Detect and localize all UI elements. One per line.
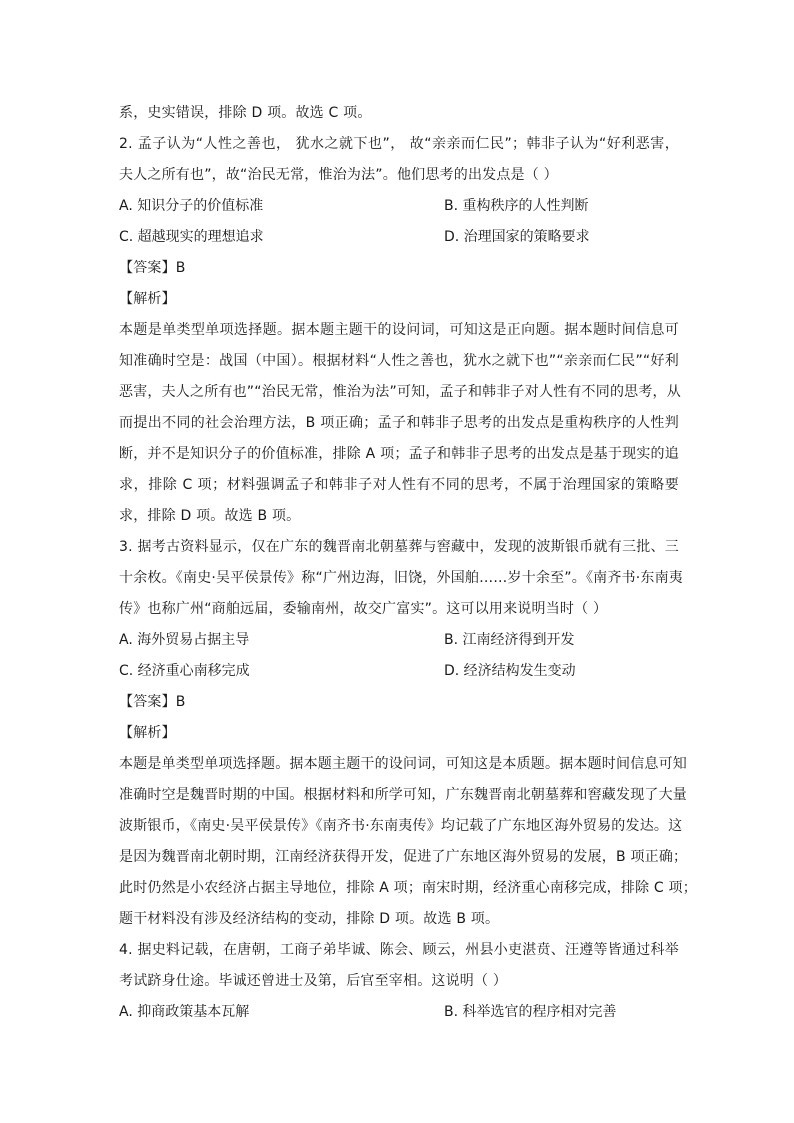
analysis-line: 而提出不同的社会治理方法，B 项正确；孟子和韩非子思考的出发点是重构秩序的人性判 [119, 415, 679, 431]
document-page [119, 98, 697, 1028]
stem-line: 2. 孟子认为“人性之善也， 犹水之就下也”， 故“亲亲而仁民”；韩非子认为“好利恶害， [119, 136, 679, 152]
stem-line: 夫人之所有也”，故“治民无常，惟治为法”。他们思考的出发点是（ ） [119, 167, 558, 183]
question-3-options-row-2 [119, 656, 679, 687]
question-4-stem [119, 935, 679, 997]
carryover-line: 系，史实错误，排除 D 项。故选 C 项。 [119, 105, 372, 121]
stem-line: 考试跻身仕途。毕诚还曾进士及第，后官至宰相。这说明（ ） [119, 973, 508, 989]
option-c: C. 经济重心南移完成 [119, 663, 250, 679]
analysis-line: 是因为魏晋南北朝时期，江南经济获得开发，促进了广东地区海外贸易的发展，B 项正确； [119, 849, 688, 865]
analysis-line: 本题是单类型单项选择题。据本题主题干的设问词，可知这是本质题。据本题时间信息可知 [119, 756, 687, 772]
question-2-stem [119, 129, 679, 191]
option-a: A. 海外贸易占据主导 [119, 632, 250, 648]
question-2-options-row-2 [119, 222, 679, 253]
option-b: B. 江南经济得到开发 [444, 632, 575, 648]
question-2-options-row-1 [119, 191, 679, 222]
question-3-answer: 【答案】B [119, 694, 186, 710]
analysis-line: 恶害，夫人之所有也”“治民无常，惟治为法”可知，孟子和韩非子对人性有不同的思考，从 [119, 384, 681, 400]
question-3-analysis-title: 【解析】 [119, 725, 176, 741]
stem-line: 传》也称广州“商舶远届，委输南州，故交广富实”。这可以用来说明当时（ ） [119, 601, 608, 617]
analysis-line: 准确时空是魏晋时期的中国。根据材料和所学可知，广东魏晋南北朝墓葬和窖藏发现了大量 [119, 787, 687, 803]
option-d: D. 治理国家的策略要求 [444, 229, 590, 245]
analysis-line: 求，排除 D 项。故选 B 项。 [119, 508, 301, 524]
analysis-line: 题干材料没有涉及经济结构的变动，排除 D 项。故选 B 项。 [119, 911, 500, 927]
analysis-line: 知准确时空是：战国（中国）。根据材料“人性之善也，犹水之就下也”“亲亲而仁民”“好利 [119, 353, 679, 369]
question-2-analysis-title: 【解析】 [119, 291, 176, 307]
analysis-line: 此时仍然是小农经济占据主导地位，排除 A 项；南宋时期，经济重心南移完成，排除 C 项； [119, 880, 697, 896]
stem-line: 3. 据考古资料显示，仅在广东的魏晋南北朝墓葬与窖藏中，发现的波斯银币就有三批、三 [119, 539, 679, 555]
option-b: B. 重构秩序的人性判断 [444, 198, 589, 214]
option-a: A. 知识分子的价值标准 [119, 198, 264, 214]
option-d: D. 经济结构发生变动 [444, 663, 576, 679]
analysis-line: 断，并不是知识分子的价值标准，排除 A 项；孟子和韩非子思考的出发点是基于现实的追 [119, 446, 679, 462]
question-3-analysis [119, 749, 697, 935]
question-3-stem [119, 532, 684, 625]
option-c: C. 超越现实的理想追求 [119, 229, 264, 245]
stem-line: 4. 据史料记载，在唐朝，工商子弟毕诚、陈会、顾云，州县小吏湛贲、汪遵等皆通过科举 [119, 942, 679, 958]
question-3-options-row-1 [119, 625, 679, 656]
analysis-line: 波斯银币，《南史·吴平侯景传》《南齐书·东南夷传》均记载了广东地区海外贸易的发达。这 [119, 818, 683, 834]
question-4-options-row-1 [119, 997, 679, 1028]
question-2-answer: 【答案】B [119, 260, 186, 276]
analysis-line: 本题是单类型单项选择题。据本题主题干的设问词，可知这是正向题。据本题时间信息可 [119, 322, 679, 338]
option-a: A. 抑商政策基本瓦解 [119, 1004, 250, 1020]
question-2-analysis [119, 315, 679, 532]
analysis-line: 求，排除 C 项；材料强调孟子和韩非子对人性有不同的思考，不属于治理国家的策略要 [119, 477, 679, 493]
stem-line: 十余枚。《南史·吴平侯景传》称“广州边海，旧饶，外国舶……岁十余至”。《南齐书·东南夷 [119, 570, 684, 586]
option-b: B. 科举选官的程序相对完善 [444, 1004, 617, 1020]
